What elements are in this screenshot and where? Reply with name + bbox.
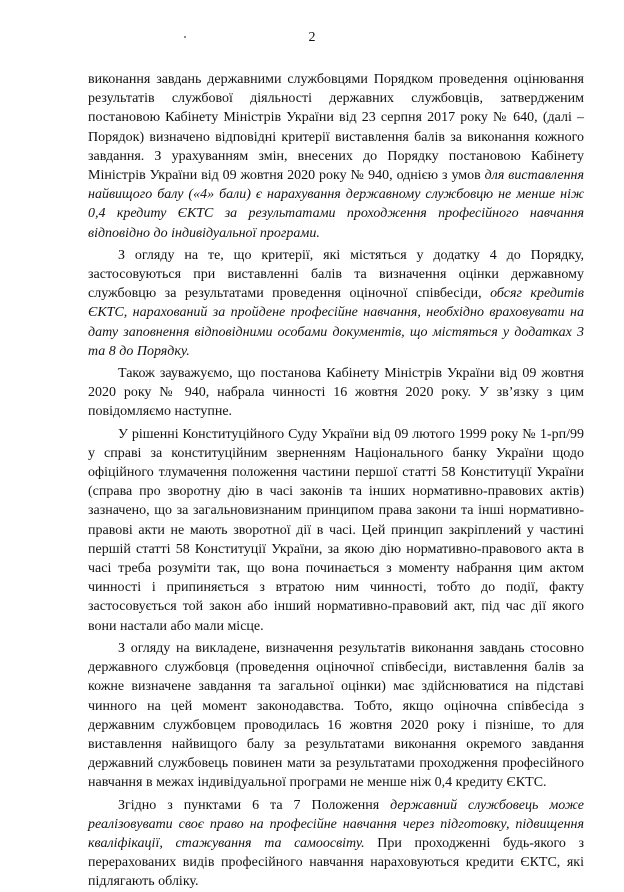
document-body xyxy=(88,70,584,892)
italic-text-run: державний службовець може реалізовувати своє право на професійне навчання через підготовку, підвищення кваліфікації, стажування та самоосвіту. xyxy=(88,797,584,851)
text-run: У рішенні Конституційного Суду України від 09 лютого 1999 року № 1-рп/99 у справі за конституційним зверненням Національного банку України щодо офіційного тлумачення положення частини першої статті 58 Конституції України (справа про зворотну дію в часі законів та інших нормативно-правових актів) зазначено, що за загальновизнаним принципом права закони та інші нормативно-правові акти не мають зворотної дії в часі. Цей принцип закріплений у частині першій статті 58 Конституції України, за якою дію нормативно-правового акта в часі треба розуміти так, що вона починається з моменту набрання цим актом чинності і припиняється з втратою ним чинності, тобто до події, факту застосовується той закон або інший нормативно-правовий акт, під час дії якого вони настали або мали місце. xyxy=(88,426,584,634)
text-run: З огляду на викладене, визначення результатів виконання завдань стосовно державного службовця (проведення оціночної співбесіди, виставлення балів за кожне визначене завдання та загальної оцінки) має здійснюватися на підставі чинного на цей момент законодавства. Тобто, якщо оціночна співбесіда з державним службовцем проводилась 16 жовтня 2020 року і пізніше, то для виставлення найвищого балу за результатами виконання окремого завдання державний службовець повинен мати за результатами проходження професійного навчання в межах індивідуальної програми не менше ніж 0,4 кредиту ЄКТС. xyxy=(88,640,584,791)
text-run: Згідно з пунктами 6 та 7 Положення xyxy=(118,797,391,813)
italic-text-run: для виставлення найвищого балу («4» бали) є нарахування державному службовцю не менше ніж 0,4 кредиту ЄКТС за результатами проходження професійного навчання відповідно до індивідуальної програми. xyxy=(88,168,584,241)
paragraph xyxy=(88,364,584,422)
paragraph xyxy=(88,246,584,361)
italic-text-run: обсяг кредитів ЄКТС, нарахований за пройдене професійне навчання, необхідно враховувати на дату заповнення відповідними особами документів, що містяться у додатках 3 та 8 до Порядку. xyxy=(88,286,584,359)
text-run: Також зауважуємо, що постанова Кабінету Міністрів України від 09 жовтня 2020 року № 940, набрала чинності 16 жовтня 2020 року. У зв’язку з цим повідомляємо наступне. xyxy=(88,366,584,420)
paragraph xyxy=(88,639,584,793)
paragraph xyxy=(88,425,584,636)
text-run: виконання завдань державними службовцями Порядком проведення оцінювання результатів службової діяльності державних службовців, затвердженим постановою Кабінету Міністрів України від 23 серпня 2017 року № 640, (далі – Порядок) визначено відповідні критерії виставлення балів за виконання кожного завдання. З урахуванням змін, внесених до Порядку постановою Кабінету Міністрів України від 09 жовтня 2020 року № 940, однією з умов xyxy=(88,72,584,184)
paragraph xyxy=(88,796,584,892)
paragraph xyxy=(88,70,584,243)
text-run: При проходженні будь-якого з перерахованих видів професійного навчання нараховуються кредити ЄКТС, які підлягають обліку. xyxy=(88,835,584,890)
text-run: З огляду на те, що критерії, які містяться у додатку 4 до Порядку, застосовуються при виставленні балів та визначення оцінки державному службовцю за результатами проведення оціночної співбесіди, xyxy=(88,247,584,302)
page-number: 2 xyxy=(308,30,316,45)
scan-speck xyxy=(184,36,186,38)
